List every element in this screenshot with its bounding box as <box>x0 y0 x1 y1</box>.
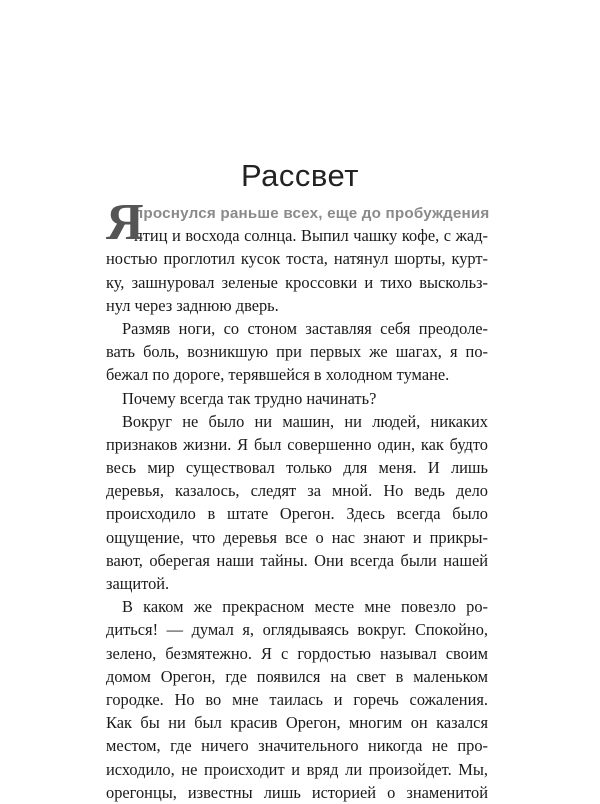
text-line: Размяв ноги, со стоном заставляя себя преодоле- <box>122 318 488 338</box>
text-line: ку, зашнуровал зеленые кроссовки и тихо выскольз- <box>106 272 488 292</box>
drop-cap: Я <box>106 194 144 251</box>
text-line: весь мир существовал только для меня. И лишь <box>106 458 488 478</box>
text-line: домом Орегон, где появился на свет в маленьком <box>106 666 488 686</box>
text-line: В каком же прекрасном месте мне повезло ро- <box>122 597 488 617</box>
text-line: орегонцы, известны лишь историей о знаменитой <box>106 782 488 802</box>
text-line: Вокруг не было ни машин, ни людей, никаких <box>122 411 488 431</box>
text-line: бежал по дороге, терявшейся в холодном тумане. <box>106 365 450 385</box>
chapter-title: Рассвет <box>241 158 359 193</box>
text-line: защитой. <box>106 574 170 593</box>
text-line: деревья, казалось, следят за мной. Но ведь дело <box>106 481 488 501</box>
text-line: исходило, не происходит и вряд ли произойдет. Мы, <box>106 759 488 779</box>
text-line: нул через заднюю дверь. <box>106 295 279 315</box>
text-line: диться! — думал я, оглядываясь вокруг. Спокойно, <box>106 620 488 640</box>
text-line: местом, где ничего значительного никогда не про- <box>106 736 488 756</box>
text-line: Почему всегда так трудно начинать? <box>122 388 377 408</box>
text-line: ощущение, что деревья все о нас знают и прикры- <box>106 527 488 547</box>
text-line: вать боль, возникшую при первых же шагах, я по- <box>106 342 488 362</box>
text-line: вают, оберегая наши тайны. Они всегда были нашей <box>106 550 488 570</box>
text-line: зелено, безмятежно. Я с гордостью называл своим <box>106 643 488 663</box>
text-line: Как бы ни был красив Орегон, многим он казался <box>106 713 488 733</box>
lead-in-text: проснулся раньше всех, еще до пробуждения <box>134 205 490 222</box>
text-line: происходило в штате Орегон. Здесь всегда было <box>106 504 488 524</box>
text-line: птиц и восхода солнца. Выпил чашку кофе, с жад- <box>134 226 488 246</box>
text-line: ностью проглотил кусок тоста, натянул шорты, курт- <box>106 249 488 269</box>
text-line: городке. Но во мне таилась и горечь сожаления. <box>106 689 488 709</box>
chapter-text <box>106 194 490 804</box>
text-line: признаков жизни. Я был совершенно один, как будто <box>106 434 488 454</box>
